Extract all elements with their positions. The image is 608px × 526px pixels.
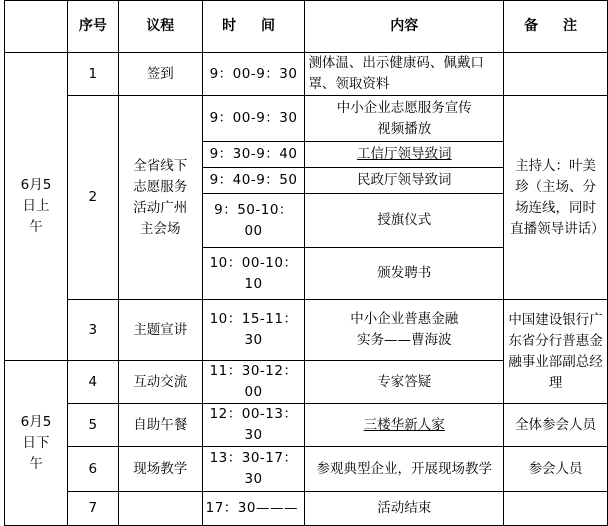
row-content: 颁发聘书 — [305, 248, 504, 300]
row-item — [118, 492, 202, 526]
row-content: 参观典型企业，开展现场教学 — [305, 447, 504, 492]
note-host: 主持人：叶美珍（主场、分场连线，同时直播领导讲话） — [504, 96, 608, 300]
row-content: 民政厅领导致词 — [305, 168, 504, 194]
row-time: 13：30-17：30 — [202, 447, 305, 492]
row-note: 参会人员 — [504, 447, 608, 492]
row-content: 工信厅领导致词 — [305, 142, 504, 168]
header-content: 内容 — [305, 1, 504, 53]
row-time: 9：50-10：00 — [202, 194, 305, 248]
header-session — [5, 1, 68, 53]
header-note: 备 注 — [504, 1, 608, 53]
row-content: 测体温、出示健康码、佩戴口罩、领取资料 — [305, 53, 504, 96]
row-no: 6 — [67, 447, 118, 492]
row-item: 全省线下志愿服务活动广州主会场 — [118, 96, 202, 300]
row-note — [504, 53, 608, 96]
row-content: 三楼华新人家 — [305, 404, 504, 447]
header-time: 时 间 — [202, 1, 305, 53]
row-no: 1 — [67, 53, 118, 96]
row-time: 9：00-9：30 — [202, 96, 305, 142]
session-pm-cell: 6月5日下午 — [5, 361, 68, 526]
note-speaker: 中国建设银行广东省分行普惠金融事业部副总经理 — [504, 300, 608, 404]
row-item: 互动交流 — [118, 361, 202, 404]
row-item: 主题宣讲 — [118, 300, 202, 361]
row-content: 活动结束 — [305, 492, 504, 526]
row-no: 2 — [67, 96, 118, 300]
table-row — [5, 447, 608, 492]
row-time: 9：40-9：50 — [202, 168, 305, 194]
row-content: 中小企业普惠金融实务——曹海波 — [305, 300, 504, 361]
row-no: 5 — [67, 404, 118, 447]
row-time: 9：00-9：30 — [202, 53, 305, 96]
row-no: 7 — [67, 492, 118, 526]
header-row — [5, 1, 608, 53]
row-content: 中小企业志愿服务宣传视频播放 — [305, 96, 504, 142]
row-note: 全体参会人员 — [504, 404, 608, 447]
row-note — [504, 492, 608, 526]
row-time: 17：30——— — [202, 492, 305, 526]
row-item: 现场教学 — [118, 447, 202, 492]
row-time: 10：00-10：10 — [202, 248, 305, 300]
row-item: 签到 — [118, 53, 202, 96]
header-item: 议程 — [118, 1, 202, 53]
table-row — [5, 96, 608, 142]
row-no: 4 — [67, 361, 118, 404]
row-item: 自助午餐 — [118, 404, 202, 447]
row-time: 9：30-9：40 — [202, 142, 305, 168]
row-time: 12：00-13：30 — [202, 404, 305, 447]
row-time: 11：30-12：00 — [202, 361, 305, 404]
row-content: 专家答疑 — [305, 361, 504, 404]
table-row — [5, 404, 608, 447]
table-row — [5, 53, 608, 96]
table-row — [5, 300, 608, 361]
row-time: 10：15-11：30 — [202, 300, 305, 361]
session-am-cell: 6月5日上午 — [5, 53, 68, 361]
agenda-table — [4, 0, 608, 526]
header-no: 序号 — [67, 1, 118, 53]
row-no: 3 — [67, 300, 118, 361]
table-row — [5, 492, 608, 526]
row-content: 授旗仪式 — [305, 194, 504, 248]
